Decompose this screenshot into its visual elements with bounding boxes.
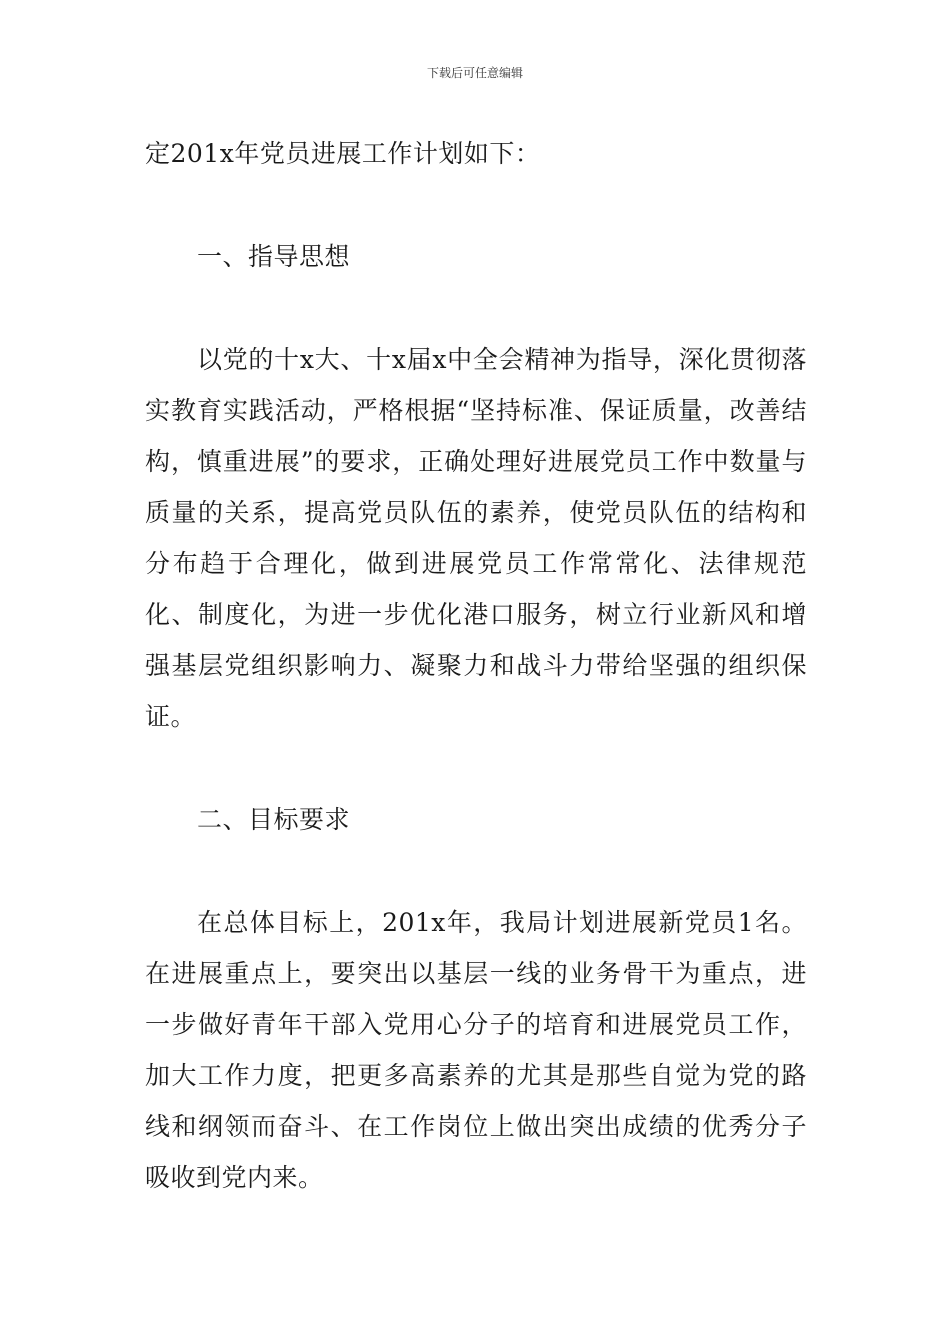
spacer: [145, 845, 807, 897]
intro-line: 定201x年党员进展工作计划如下：: [145, 139, 541, 168]
spacer: [145, 179, 807, 231]
section-1-heading: 一、指导思想: [197, 242, 351, 271]
section-1-paragraph: 以党的十x大、十x届x中全会精神为指导，深化贯彻落实教育实践活动，严格根据“坚持标准、保证质量，改善结构，慎重进展”的要求，正确处理好进展党员工作中数量与质量的关系，提高党员队伍的素养，使党员队伍的结构和分布趋于合理化，做到进展党员工作常常化、法律规范化、制度化，为进一步优化港口服务，树立行业新风和增强基层党组织影响力、凝聚力和战斗力带给坚强的组织保证。: [145, 345, 807, 731]
spacer: [145, 742, 807, 794]
document-body: [145, 128, 807, 1203]
section-2-paragraph: 在总体目标上，201x年，我局计划进展新党员1名。在进展重点上，要突出以基层一线的业务骨干为重点，进一步做好青年干部入党用心分子的培育和进展党员工作，加大工作力度，把更多高素养的尤其是那些自觉为党的路线和纲领而奋斗、在工作岗位上做出突出成绩的优秀分子吸收到党内来。: [145, 908, 807, 1192]
spacer: [145, 282, 807, 334]
section-2-heading: 二、目标要求: [197, 805, 351, 834]
page-header-note: 下载后可任意编辑: [426, 66, 523, 80]
